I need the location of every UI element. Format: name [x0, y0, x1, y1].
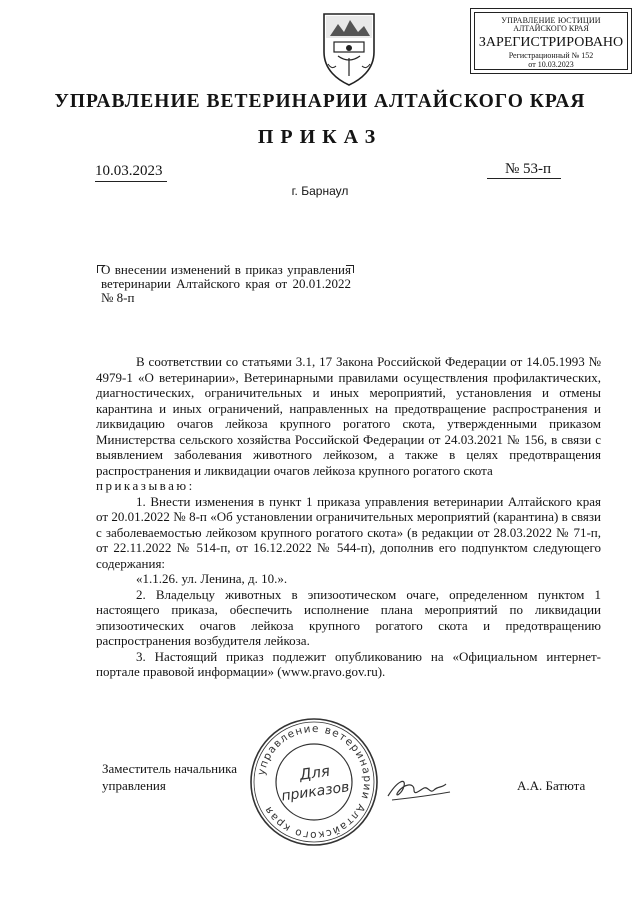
item-1-quote: «1.1.26. ул. Ленина, д. 10.». — [136, 571, 288, 586]
item-1-paragraph: 1. Внести изменения в пункт 1 приказа управления ветеринарии Алтайского края от 20.01.2022 № 8-п «Об установлении ограничительных мероприятий (карантина) в связи с заболеваемостью лейкозом крупного рогатого скота» (в редакции от 28.03.2022 № 71-п, от 22.11.2022 № 514-п, от 16.12.2022 № 544-п), дополнив его подпунктом следующего содержания: — [96, 493, 601, 571]
stamp-authority-line2: АЛТАЙСКОГО КРАЯ — [513, 24, 589, 33]
stamp-reg-number: Регистрационный № 152 — [508, 51, 594, 60]
document-type-title: ПРИКАЗ — [257, 126, 383, 148]
stamp-reg-date: от 10.03.2023 — [528, 60, 574, 69]
signatory-position — [102, 760, 237, 794]
svg-text:управление ветеринарии Алтайск — [255, 723, 373, 841]
order-body — [96, 354, 601, 680]
order-date: 10.03.2023 — [95, 163, 163, 179]
stamp-status: ЗАРЕГИСТРИРОВАНО — [478, 35, 624, 50]
preamble-paragraph: В соответствии со статьями 3.1, 17 Закона Российской Федерации от 14.05.1993 № 4979-1 «О ветеринарии», Ветеринарными правилами осуществления профилактических, диагностических, ограничительных и иных мероприятий, установления и отмены карантина и иных ограничений, направленных на предотвращение распространения и ликвидацию очагов лейкоза крупного рогатого скота, утвержденными приказом Министерства сельского хозяйства Российской Федерации от 24.03.2021 № 156, в связи с выявлением заболевания животного лейкозом, а также в целях предотвращения распространения и ликвидации очагов лейкоза крупного рогатого скота — [96, 354, 601, 478]
organization-title: УПРАВЛЕНИЕ ВЕТЕРИНАРИИ АЛТАЙСКОГО КРАЯ — [54, 91, 586, 112]
signatory-position-line2: управления — [102, 778, 166, 793]
date-underline — [95, 181, 167, 182]
seal-center-line1: Для — [298, 761, 332, 784]
handwritten-signature — [384, 770, 456, 806]
signatory-name: А.А. Батюта — [517, 778, 586, 793]
seal-ring-text: управление ветеринарии Алтайского края — [255, 722, 374, 842]
order-number: № 53-п — [505, 161, 552, 177]
order-subject: О внесении изменений в приказ управления ветеринарии Алтайского края от 20.01.2022 № 8-п — [101, 262, 351, 305]
number-underline — [487, 178, 561, 179]
official-seal — [248, 716, 380, 848]
order-word: приказываю: — [96, 478, 195, 493]
seal-center-line2: приказов — [280, 779, 351, 805]
item-3-paragraph: 3. Настоящий приказ подлежит опубликованию на «Официальном интернет-портале правовой информации» (www.pravo.gov.ru). — [96, 648, 601, 679]
coat-of-arms-icon — [316, 8, 382, 88]
item-2-paragraph: 2. Владельцу животных в эпизоотическом очаге, определенном пунктом 1 настоящего приказа, обеспечить исполнение плана мероприятий по ликвидации эпизоотических очагов лейкоза крупного рогатого скота и предотвращению распространения возбудителя лейкоза. — [96, 586, 601, 648]
registration-stamp — [470, 8, 632, 74]
registration-stamp-inner — [474, 12, 628, 70]
city: г. Барнаул — [291, 184, 349, 198]
stamp-authority-line1: УПРАВЛЕНИЕ ЮСТИЦИИ — [501, 16, 601, 25]
signatory-position-line1: Заместитель начальника — [102, 761, 237, 776]
